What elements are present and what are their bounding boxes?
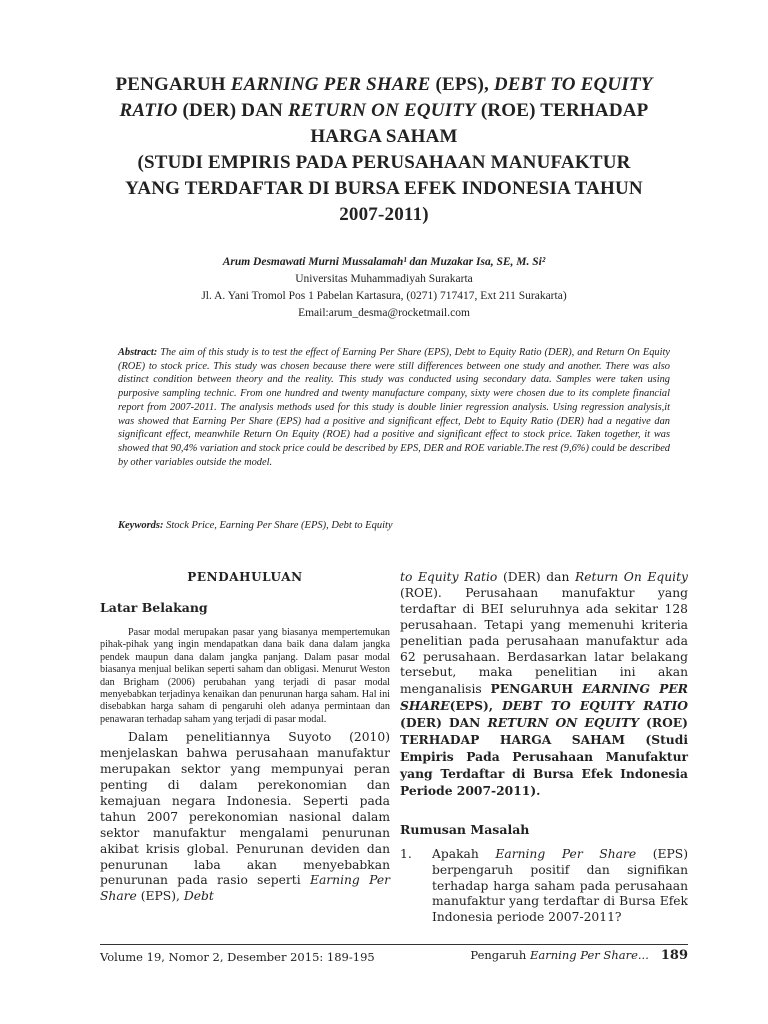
list-number: 1.: [400, 846, 412, 861]
keywords-label: Keywords:: [118, 520, 164, 531]
body-text: (DER) dan: [497, 570, 575, 584]
subsection-heading: Rumusan Masalah: [400, 821, 530, 837]
keywords: [118, 520, 670, 531]
title-text: YANG TERDAFTAR DI BURSA EFEK INDONESIA TAHUN: [125, 178, 643, 199]
page-number: 189: [660, 948, 688, 963]
list-item: [400, 847, 688, 927]
title-text: EARNING PER SHARE: [230, 74, 431, 95]
subsection-heading: Latar Belakang: [100, 600, 208, 615]
running-title: Earning Per Share...: [530, 948, 649, 962]
paper-title: [80, 72, 688, 228]
body-text: to Equity Ratio: [400, 570, 498, 584]
abstract: [118, 346, 670, 469]
affiliation: Universitas Muhammadiyah Surakarta: [295, 273, 473, 285]
right-column: [400, 570, 688, 926]
body-text: Return On Equity: [574, 570, 688, 584]
body-paragraph: [100, 730, 390, 905]
body-text: (EPS),: [449, 698, 503, 714]
body-text: PENGARUH: [490, 681, 583, 697]
body-text: DEBT TO EQUITY RATIO: [502, 698, 688, 714]
body-paragraph: [400, 570, 688, 800]
body-text: (ROE). Perusahaan manufaktur yang terdaftar di BEI seluruhnya ada sekitar 128 perusahaan. Tetapi yang memenuhi kriteria penelitian pada perusahaan manufaktur ada 62 perusahaan. Berdasarkan latar belakang tersebut, maka penelitian ini akan menganalisis: [400, 585, 688, 697]
body-text: Apakah: [432, 846, 496, 861]
footer-citation: Volume 19, Nomor 2, Desember 2015: 189-195: [100, 950, 375, 964]
list-text: [432, 847, 688, 927]
quote-paragraph: Pasar modal merupakan pasar yang biasanya mempertemukan pihak-pihak yang ingin mendapatkan dana baik dana dalam jangka pendek maupun dana dalam jangka panjang. Dalam pasar modal biasanya menjual belikan seperti saham dan obligasi. Menurut Weston dan Brigham (2006) perubahan yang terjadi di pasar modal menyebabkan terjadinya kenaikan dan penurunan harga saham. Hal ini disebabkan harga saham di pengaruhi oleh adanya permintaan dan penawaran terhadap saham yang terjadi di pasar modal.: [100, 627, 390, 725]
title-text: RETURN ON EQUITY: [287, 100, 476, 121]
footer-divider: [100, 944, 688, 945]
title-text: RATIO: [119, 100, 178, 121]
body-text: Debt: [183, 889, 214, 904]
body-text: (EPS),: [136, 889, 184, 904]
author-block: [100, 254, 668, 322]
abstract-text: The aim of this study is to test the effect of Earning Per Share (EPS), Debt to Equity Ratio (DER), and Return On Equity (ROE) to stock price. This study was chosen because there were still differences between one study and another. There was also distinct condition between theory and the reality. This study was conducted using secondary data. Samples were taken using purposive sampling technic. From one hundred and twenty manufacture company, sixty were chosen due to its complete financial report from 2007-2011. The analysis methods used for this study is double linier regression analysis. Using regression analysis,it was showed that Earning Per Share (EPS) had a positive and significant effect, Debt to Equity Ratio (DER) had a negative dan significant effect, meanwhile Return On Equity (ROE) had a positive and significant effect to stock price. Taken together, it was showed that 90,4% variation and stock price could be described by EPS, DER and ROE variable.The rest (9,6%) could be described by other variables outside the model.: [118, 347, 670, 468]
body-text: Earning Per Share: [100, 873, 390, 904]
author-names: Arum Desmawati Murni Mussalamah¹ dan Muzakar Isa, SE, M. Si²: [222, 256, 546, 268]
title-text: PENGARUH: [115, 74, 231, 95]
body-text: Dalam penelitiannya Suyoto (2010) menjelaskan bahwa perusahaan manufaktur merupakan sektor yang mempunyai peran penting di dalam perekonomian dan kemajuan negara Indonesia. Seperti pada tahun 2007 perekonomian nasional dalam sektor manufaktur mengalami penurunan akibat krisis global. Penurunan deviden dan penurunan laba akan menyebabkan penurunan pada rasio seperti: [100, 730, 390, 888]
body-text: Earning Per Share: [495, 846, 637, 861]
title-text: (DER) DAN: [177, 100, 288, 121]
keywords-text: Stock Price, Earning Per Share (EPS), Debt to Equity: [163, 520, 393, 531]
left-column: [100, 570, 390, 905]
section-heading: PENDAHULUAN: [187, 570, 303, 584]
address: Jl. A. Yani Tromol Pos 1 Pabelan Kartasura, (0271) 717417, Ext 211 Surakarta): [201, 290, 567, 302]
running-title: Pengaruh: [470, 948, 530, 962]
body-text: (ROE) TERHADAP HARGA SAHAM (Studi Empiris Pada Perusahaan Manufaktur yang Terdaftar di Bursa Efek Indonesia Periode 2007-2011).: [400, 715, 688, 798]
title-text: 2007-2011): [339, 204, 429, 225]
body-text: EARNING PER SHARE: [400, 681, 688, 714]
title-text: HARGA SAHAM: [310, 126, 458, 147]
title-text: (EPS),: [430, 74, 494, 95]
title-text: DEBT TO EQUITY: [493, 74, 653, 95]
body-text: RETURN ON EQUITY: [487, 715, 639, 731]
title-text: (ROE) TERHADAP: [475, 100, 649, 121]
abstract-label: Abstract:: [118, 347, 158, 358]
body-text: (DER) DAN: [400, 715, 488, 731]
title-text: (STUDI EMPIRIS PADA PERUSAHAAN MANUFAKTUR: [137, 152, 631, 173]
email: Email:arum_desma@rocketmail.com: [298, 307, 470, 319]
body-text: (EPS) berpengaruh positif dan signifikan terhadap harga saham pada perusahaan manufaktur yang terdaftar di Bursa Efek Indonesia periode 2007-2011?: [432, 846, 688, 925]
footer-running-title: [470, 948, 688, 963]
